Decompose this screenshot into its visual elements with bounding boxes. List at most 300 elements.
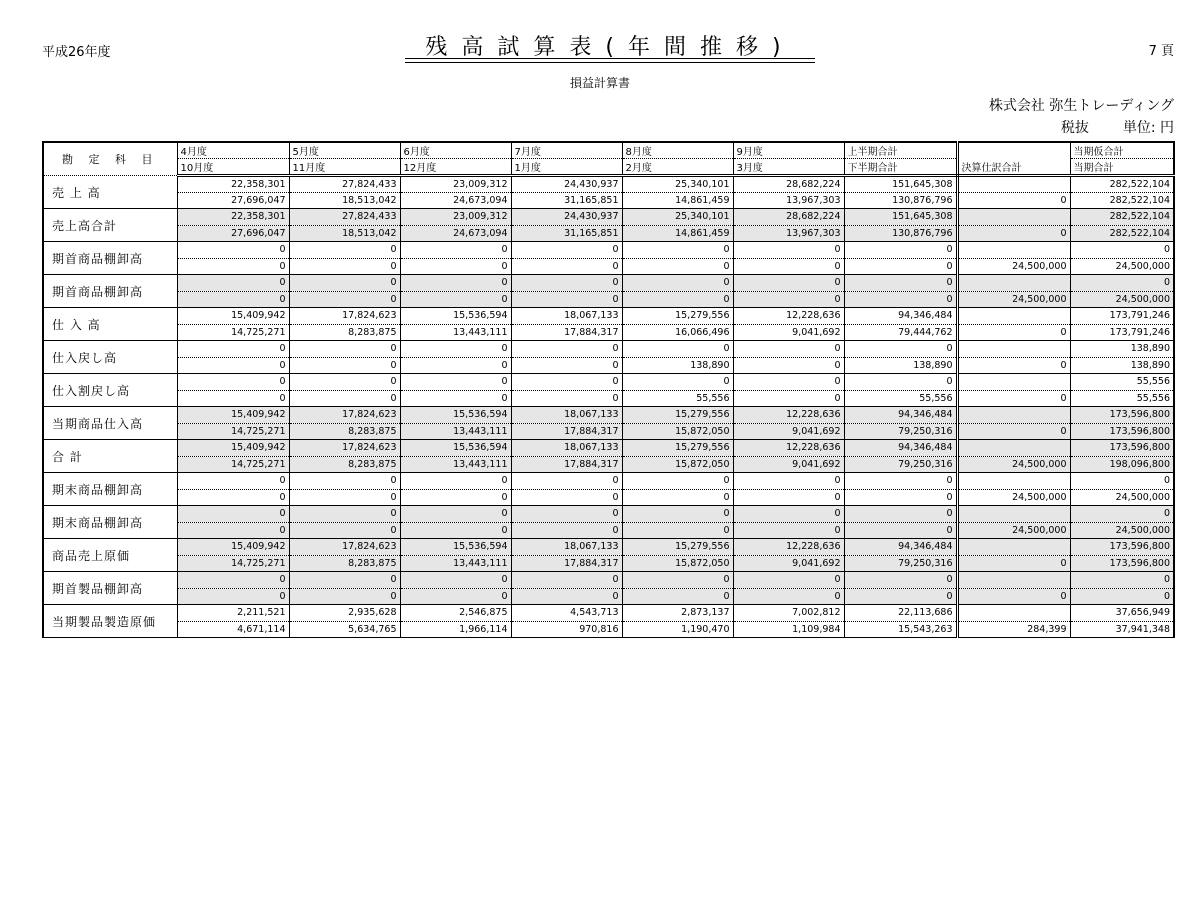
amount-cell: 0 [733, 374, 844, 391]
unit-label: 単位: 円 [1122, 120, 1174, 136]
amount-cell: 4,671,114 [177, 621, 289, 638]
amount-cell: 17,824,623 [289, 308, 400, 325]
account-header: 勘 定 科 目 [43, 142, 177, 176]
amount-cell: 173,791,246 [1070, 308, 1174, 325]
amount-cell: 0 [622, 506, 733, 523]
amount-cell: 17,884,317 [511, 555, 622, 572]
table-row [43, 506, 1174, 523]
col-header: 4月度 [177, 142, 289, 159]
amount-cell [957, 341, 1070, 358]
amount-cell: 0 [511, 506, 622, 523]
amount-cell: 2,873,137 [622, 605, 733, 622]
amount-cell: 15,409,942 [177, 440, 289, 457]
amount-cell: 17,824,623 [289, 407, 400, 424]
amount-cell: 0 [177, 522, 289, 539]
table-row [43, 209, 1174, 226]
amount-cell: 0 [511, 341, 622, 358]
amount-cell: 18,067,133 [511, 407, 622, 424]
table-row [43, 440, 1174, 457]
amount-cell: 24,500,000 [1070, 291, 1174, 308]
amount-cell [957, 605, 1070, 622]
amount-cell: 0 [511, 489, 622, 506]
amount-cell: 55,556 [1070, 390, 1174, 407]
amount-cell: 24,500,000 [1070, 522, 1174, 539]
table-row [43, 489, 1174, 506]
amount-cell: 0 [733, 258, 844, 275]
amount-cell: 55,556 [1070, 374, 1174, 391]
amount-cell: 0 [511, 242, 622, 259]
amount-cell: 24,500,000 [957, 522, 1070, 539]
amount-cell: 0 [622, 522, 733, 539]
amount-cell: 18,067,133 [511, 539, 622, 556]
amount-cell: 0 [1070, 275, 1174, 292]
account-label: 期首商品棚卸高 [43, 275, 177, 308]
amount-cell: 16,066,496 [622, 324, 733, 341]
amount-cell: 22,358,301 [177, 176, 289, 193]
amount-cell: 15,536,594 [400, 308, 511, 325]
amount-cell: 8,283,875 [289, 555, 400, 572]
table-row [43, 522, 1174, 539]
amount-cell: 0 [733, 572, 844, 589]
amount-cell: 24,430,937 [511, 176, 622, 193]
amount-cell: 282,522,104 [1070, 225, 1174, 242]
amount-cell: 970,816 [511, 621, 622, 638]
amount-cell: 15,536,594 [400, 440, 511, 457]
amount-cell: 14,725,271 [177, 555, 289, 572]
amount-cell: 0 [1070, 242, 1174, 259]
amount-cell: 37,941,348 [1070, 621, 1174, 638]
amount-cell: 0 [511, 258, 622, 275]
amount-cell: 15,536,594 [400, 407, 511, 424]
amount-cell: 130,876,796 [844, 225, 957, 242]
amount-cell: 14,725,271 [177, 423, 289, 440]
amount-cell: 138,890 [1070, 357, 1174, 374]
amount-cell: 37,656,949 [1070, 605, 1174, 622]
account-label: 期末商品棚卸高 [43, 506, 177, 539]
amount-cell: 0 [844, 506, 957, 523]
amount-cell: 0 [289, 275, 400, 292]
amount-cell: 0 [622, 291, 733, 308]
amount-cell: 13,443,111 [400, 456, 511, 473]
table-row [43, 423, 1174, 440]
amount-cell: 17,884,317 [511, 324, 622, 341]
amount-cell: 0 [957, 555, 1070, 572]
amount-cell: 173,596,800 [1070, 407, 1174, 424]
amount-cell: 24,500,000 [957, 291, 1070, 308]
amount-cell: 25,340,101 [622, 176, 733, 193]
table-row [43, 473, 1174, 490]
amount-cell: 15,872,050 [622, 555, 733, 572]
amount-cell: 0 [177, 572, 289, 589]
amount-cell: 31,165,851 [511, 225, 622, 242]
amount-cell: 1,109,984 [733, 621, 844, 638]
amount-cell: 0 [844, 275, 957, 292]
amount-cell: 0 [733, 275, 844, 292]
amount-cell: 18,513,042 [289, 192, 400, 209]
account-label: 合 計 [43, 440, 177, 473]
table-row [43, 456, 1174, 473]
header-row-1 [43, 142, 1174, 159]
amount-cell: 198,096,800 [1070, 456, 1174, 473]
amount-cell: 173,596,800 [1070, 440, 1174, 457]
amount-cell: 0 [400, 390, 511, 407]
table-row [43, 242, 1174, 259]
amount-cell [957, 407, 1070, 424]
amount-cell: 0 [177, 390, 289, 407]
amount-cell: 0 [289, 588, 400, 605]
amount-cell [957, 209, 1070, 226]
amount-cell: 0 [289, 242, 400, 259]
amount-cell: 0 [177, 242, 289, 259]
amount-cell: 138,890 [844, 357, 957, 374]
table-row [43, 275, 1174, 292]
amount-cell: 25,340,101 [622, 209, 733, 226]
col-header: 11月度 [289, 159, 400, 176]
amount-cell: 0 [622, 242, 733, 259]
tax-label: 税抜 [1060, 120, 1089, 136]
amount-cell: 27,824,433 [289, 209, 400, 226]
amount-cell: 9,041,692 [733, 555, 844, 572]
table-row [43, 291, 1174, 308]
amount-cell: 0 [511, 588, 622, 605]
amount-cell: 0 [622, 588, 733, 605]
amount-cell: 0 [733, 522, 844, 539]
amount-cell: 0 [844, 489, 957, 506]
amount-cell: 15,536,594 [400, 539, 511, 556]
amount-cell: 13,967,303 [733, 192, 844, 209]
amount-cell: 138,890 [622, 357, 733, 374]
amount-cell: 5,634,765 [289, 621, 400, 638]
amount-cell: 173,596,800 [1070, 539, 1174, 556]
col-header: 9月度 [733, 142, 844, 159]
amount-cell: 0 [622, 374, 733, 391]
col-header: 1月度 [511, 159, 622, 176]
title-underline-2 [405, 62, 815, 63]
account-label: 商品売上原価 [43, 539, 177, 572]
table-row [43, 605, 1174, 622]
amount-cell: 22,358,301 [177, 209, 289, 226]
tax-unit-line [1061, 117, 1174, 137]
amount-cell: 0 [844, 473, 957, 490]
amount-cell: 0 [177, 275, 289, 292]
account-label: 仕 入 高 [43, 308, 177, 341]
amount-cell [957, 572, 1070, 589]
amount-cell: 0 [177, 291, 289, 308]
amount-cell: 12,228,636 [733, 539, 844, 556]
amount-cell: 24,500,000 [957, 456, 1070, 473]
amount-cell: 15,279,556 [622, 308, 733, 325]
amount-cell: 0 [400, 473, 511, 490]
amount-cell: 1,190,470 [622, 621, 733, 638]
amount-cell: 24,500,000 [1070, 258, 1174, 275]
amount-cell: 0 [622, 275, 733, 292]
amount-cell: 0 [733, 506, 844, 523]
amount-cell [957, 176, 1070, 193]
amount-cell: 0 [957, 225, 1070, 242]
table-row [43, 572, 1174, 589]
amount-cell: 9,041,692 [733, 324, 844, 341]
amount-cell: 0 [289, 390, 400, 407]
amount-cell [957, 473, 1070, 490]
amount-cell: 282,522,104 [1070, 176, 1174, 193]
amount-cell: 79,444,762 [844, 324, 957, 341]
amount-cell: 31,165,851 [511, 192, 622, 209]
amount-cell: 0 [1070, 572, 1174, 589]
amount-cell [957, 275, 1070, 292]
amount-cell: 0 [177, 588, 289, 605]
amount-cell: 173,596,800 [1070, 423, 1174, 440]
amount-cell: 12,228,636 [733, 308, 844, 325]
amount-cell: 55,556 [844, 390, 957, 407]
amount-cell: 28,682,224 [733, 209, 844, 226]
col-header: 8月度 [622, 142, 733, 159]
col-header: 当期仮合計 [1070, 142, 1174, 159]
amount-cell: 0 [844, 341, 957, 358]
amount-cell: 0 [511, 357, 622, 374]
amount-cell: 2,546,875 [400, 605, 511, 622]
amount-cell: 0 [844, 291, 957, 308]
amount-cell: 15,409,942 [177, 539, 289, 556]
amount-cell: 0 [400, 341, 511, 358]
col-header: 下半期合計 [844, 159, 957, 176]
amount-cell: 14,725,271 [177, 324, 289, 341]
col-header: 7月度 [511, 142, 622, 159]
amount-cell: 0 [289, 473, 400, 490]
amount-cell: 0 [957, 423, 1070, 440]
amount-cell: 18,067,133 [511, 440, 622, 457]
amount-cell: 23,009,312 [400, 176, 511, 193]
amount-cell: 0 [844, 242, 957, 259]
amount-cell: 0 [733, 588, 844, 605]
account-label: 期末商品棚卸高 [43, 473, 177, 506]
amount-cell: 0 [844, 374, 957, 391]
amount-cell: 0 [957, 588, 1070, 605]
amount-cell: 8,283,875 [289, 423, 400, 440]
amount-cell: 0 [511, 522, 622, 539]
amount-cell: 151,645,308 [844, 176, 957, 193]
amount-cell: 0 [1070, 588, 1174, 605]
table-row [43, 324, 1174, 341]
amount-cell: 0 [511, 275, 622, 292]
amount-cell: 0 [511, 374, 622, 391]
amount-cell: 17,884,317 [511, 423, 622, 440]
amount-cell: 0 [511, 473, 622, 490]
amount-cell: 130,876,796 [844, 192, 957, 209]
amount-cell: 27,824,433 [289, 176, 400, 193]
amount-cell: 94,346,484 [844, 440, 957, 457]
amount-cell: 0 [289, 357, 400, 374]
amount-cell: 94,346,484 [844, 407, 957, 424]
amount-cell: 7,002,812 [733, 605, 844, 622]
amount-cell: 27,696,047 [177, 225, 289, 242]
amount-cell: 0 [622, 473, 733, 490]
amount-cell: 0 [1070, 473, 1174, 490]
amount-cell: 23,009,312 [400, 209, 511, 226]
amount-cell: 2,211,521 [177, 605, 289, 622]
amount-cell: 0 [400, 506, 511, 523]
col-header: 2月度 [622, 159, 733, 176]
amount-cell: 0 [400, 374, 511, 391]
amount-cell: 24,500,000 [957, 258, 1070, 275]
amount-cell: 8,283,875 [289, 324, 400, 341]
col-header: 上半期合計 [844, 142, 957, 159]
amount-cell: 9,041,692 [733, 456, 844, 473]
amount-cell: 0 [289, 506, 400, 523]
table-row [43, 555, 1174, 572]
amount-cell: 13,967,303 [733, 225, 844, 242]
table-row [43, 621, 1174, 638]
amount-cell: 0 [400, 588, 511, 605]
amount-cell: 27,696,047 [177, 192, 289, 209]
amount-cell: 0 [289, 522, 400, 539]
amount-cell: 79,250,316 [844, 555, 957, 572]
amount-cell: 55,556 [622, 390, 733, 407]
amount-cell: 17,884,317 [511, 456, 622, 473]
amount-cell [957, 242, 1070, 259]
amount-cell: 24,673,094 [400, 225, 511, 242]
amount-cell: 0 [289, 341, 400, 358]
amount-cell: 24,500,000 [957, 489, 1070, 506]
amount-cell: 22,113,686 [844, 605, 957, 622]
amount-cell: 14,725,271 [177, 456, 289, 473]
account-label: 当期製品製造原価 [43, 605, 177, 638]
account-label: 期首製品棚卸高 [43, 572, 177, 605]
amount-cell: 15,279,556 [622, 440, 733, 457]
amount-cell: 0 [400, 258, 511, 275]
amount-cell: 13,443,111 [400, 555, 511, 572]
amount-cell: 0 [957, 390, 1070, 407]
amount-cell: 17,824,623 [289, 539, 400, 556]
amount-cell: 0 [957, 192, 1070, 209]
amount-cell: 0 [844, 588, 957, 605]
amount-cell: 0 [733, 242, 844, 259]
amount-cell: 24,673,094 [400, 192, 511, 209]
header-row-2 [43, 159, 1174, 176]
amount-cell: 0 [1070, 506, 1174, 523]
company-name: 株式会社 弥生トレーディング [988, 98, 1174, 114]
col-header: 10月度 [177, 159, 289, 176]
amount-cell: 0 [400, 242, 511, 259]
account-label: 期首商品棚卸高 [43, 242, 177, 275]
amount-cell: 0 [177, 473, 289, 490]
amount-cell: 0 [844, 572, 957, 589]
amount-cell: 0 [511, 572, 622, 589]
amount-cell: 2,935,628 [289, 605, 400, 622]
table-row [43, 192, 1174, 209]
amount-cell: 0 [733, 390, 844, 407]
amount-cell: 9,041,692 [733, 423, 844, 440]
amount-cell: 0 [400, 357, 511, 374]
amount-cell: 14,861,459 [622, 192, 733, 209]
amount-cell: 138,890 [1070, 341, 1174, 358]
col-header: 当期合計 [1070, 159, 1174, 176]
amount-cell: 0 [511, 390, 622, 407]
amount-cell: 15,409,942 [177, 308, 289, 325]
amount-cell: 0 [622, 258, 733, 275]
amount-cell: 0 [957, 324, 1070, 341]
amount-cell: 8,283,875 [289, 456, 400, 473]
table-row [43, 357, 1174, 374]
amount-cell: 0 [511, 291, 622, 308]
amount-cell: 0 [177, 506, 289, 523]
amount-cell: 15,279,556 [622, 407, 733, 424]
amount-cell: 18,067,133 [511, 308, 622, 325]
amount-cell [957, 506, 1070, 523]
col-header: 6月度 [400, 142, 511, 159]
col-header: 3月度 [733, 159, 844, 176]
fiscal-year: 平成26年度 [42, 45, 111, 60]
amount-cell: 0 [844, 258, 957, 275]
amount-cell: 0 [289, 258, 400, 275]
amount-cell [957, 440, 1070, 457]
trial-balance-table [42, 141, 1175, 638]
amount-cell: 0 [177, 489, 289, 506]
amount-cell: 94,346,484 [844, 308, 957, 325]
title-underline [405, 58, 815, 59]
table-row [43, 225, 1174, 242]
amount-cell: 0 [177, 357, 289, 374]
amount-cell: 0 [733, 473, 844, 490]
amount-cell: 15,872,050 [622, 423, 733, 440]
amount-cell: 0 [289, 489, 400, 506]
amount-cell: 0 [177, 374, 289, 391]
amount-cell [957, 374, 1070, 391]
table-row [43, 258, 1174, 275]
amount-cell: 0 [400, 572, 511, 589]
amount-cell: 0 [177, 341, 289, 358]
amount-cell: 0 [733, 357, 844, 374]
account-label: 仕入割戻し高 [43, 374, 177, 407]
account-label: 売上高合計 [43, 209, 177, 242]
amount-cell: 12,228,636 [733, 440, 844, 457]
amount-cell: 24,430,937 [511, 209, 622, 226]
amount-cell: 173,596,800 [1070, 555, 1174, 572]
amount-cell: 15,543,263 [844, 621, 957, 638]
amount-cell: 94,346,484 [844, 539, 957, 556]
account-label: 仕入戻し高 [43, 341, 177, 374]
amount-cell: 24,500,000 [1070, 489, 1174, 506]
amount-cell: 0 [289, 291, 400, 308]
amount-cell: 0 [289, 374, 400, 391]
amount-cell: 151,645,308 [844, 209, 957, 226]
col-header [957, 142, 1070, 159]
amount-cell [957, 539, 1070, 556]
amount-cell: 0 [622, 489, 733, 506]
amount-cell: 0 [622, 572, 733, 589]
amount-cell: 284,399 [957, 621, 1070, 638]
amount-cell: 15,279,556 [622, 539, 733, 556]
amount-cell: 79,250,316 [844, 456, 957, 473]
table-row [43, 539, 1174, 556]
table-row [43, 588, 1174, 605]
amount-cell: 0 [177, 258, 289, 275]
account-label: 当期商品仕入高 [43, 407, 177, 440]
amount-cell: 17,824,623 [289, 440, 400, 457]
amount-cell: 0 [400, 489, 511, 506]
amount-cell [957, 308, 1070, 325]
amount-cell: 0 [400, 275, 511, 292]
amount-cell: 13,443,111 [400, 324, 511, 341]
amount-cell: 18,513,042 [289, 225, 400, 242]
col-header: 決算仕訳合計 [957, 159, 1070, 176]
amount-cell: 15,409,942 [177, 407, 289, 424]
amount-cell: 28,682,224 [733, 176, 844, 193]
amount-cell: 0 [844, 522, 957, 539]
amount-cell: 4,543,713 [511, 605, 622, 622]
amount-cell: 14,861,459 [622, 225, 733, 242]
col-header: 5月度 [289, 142, 400, 159]
amount-cell: 0 [289, 572, 400, 589]
